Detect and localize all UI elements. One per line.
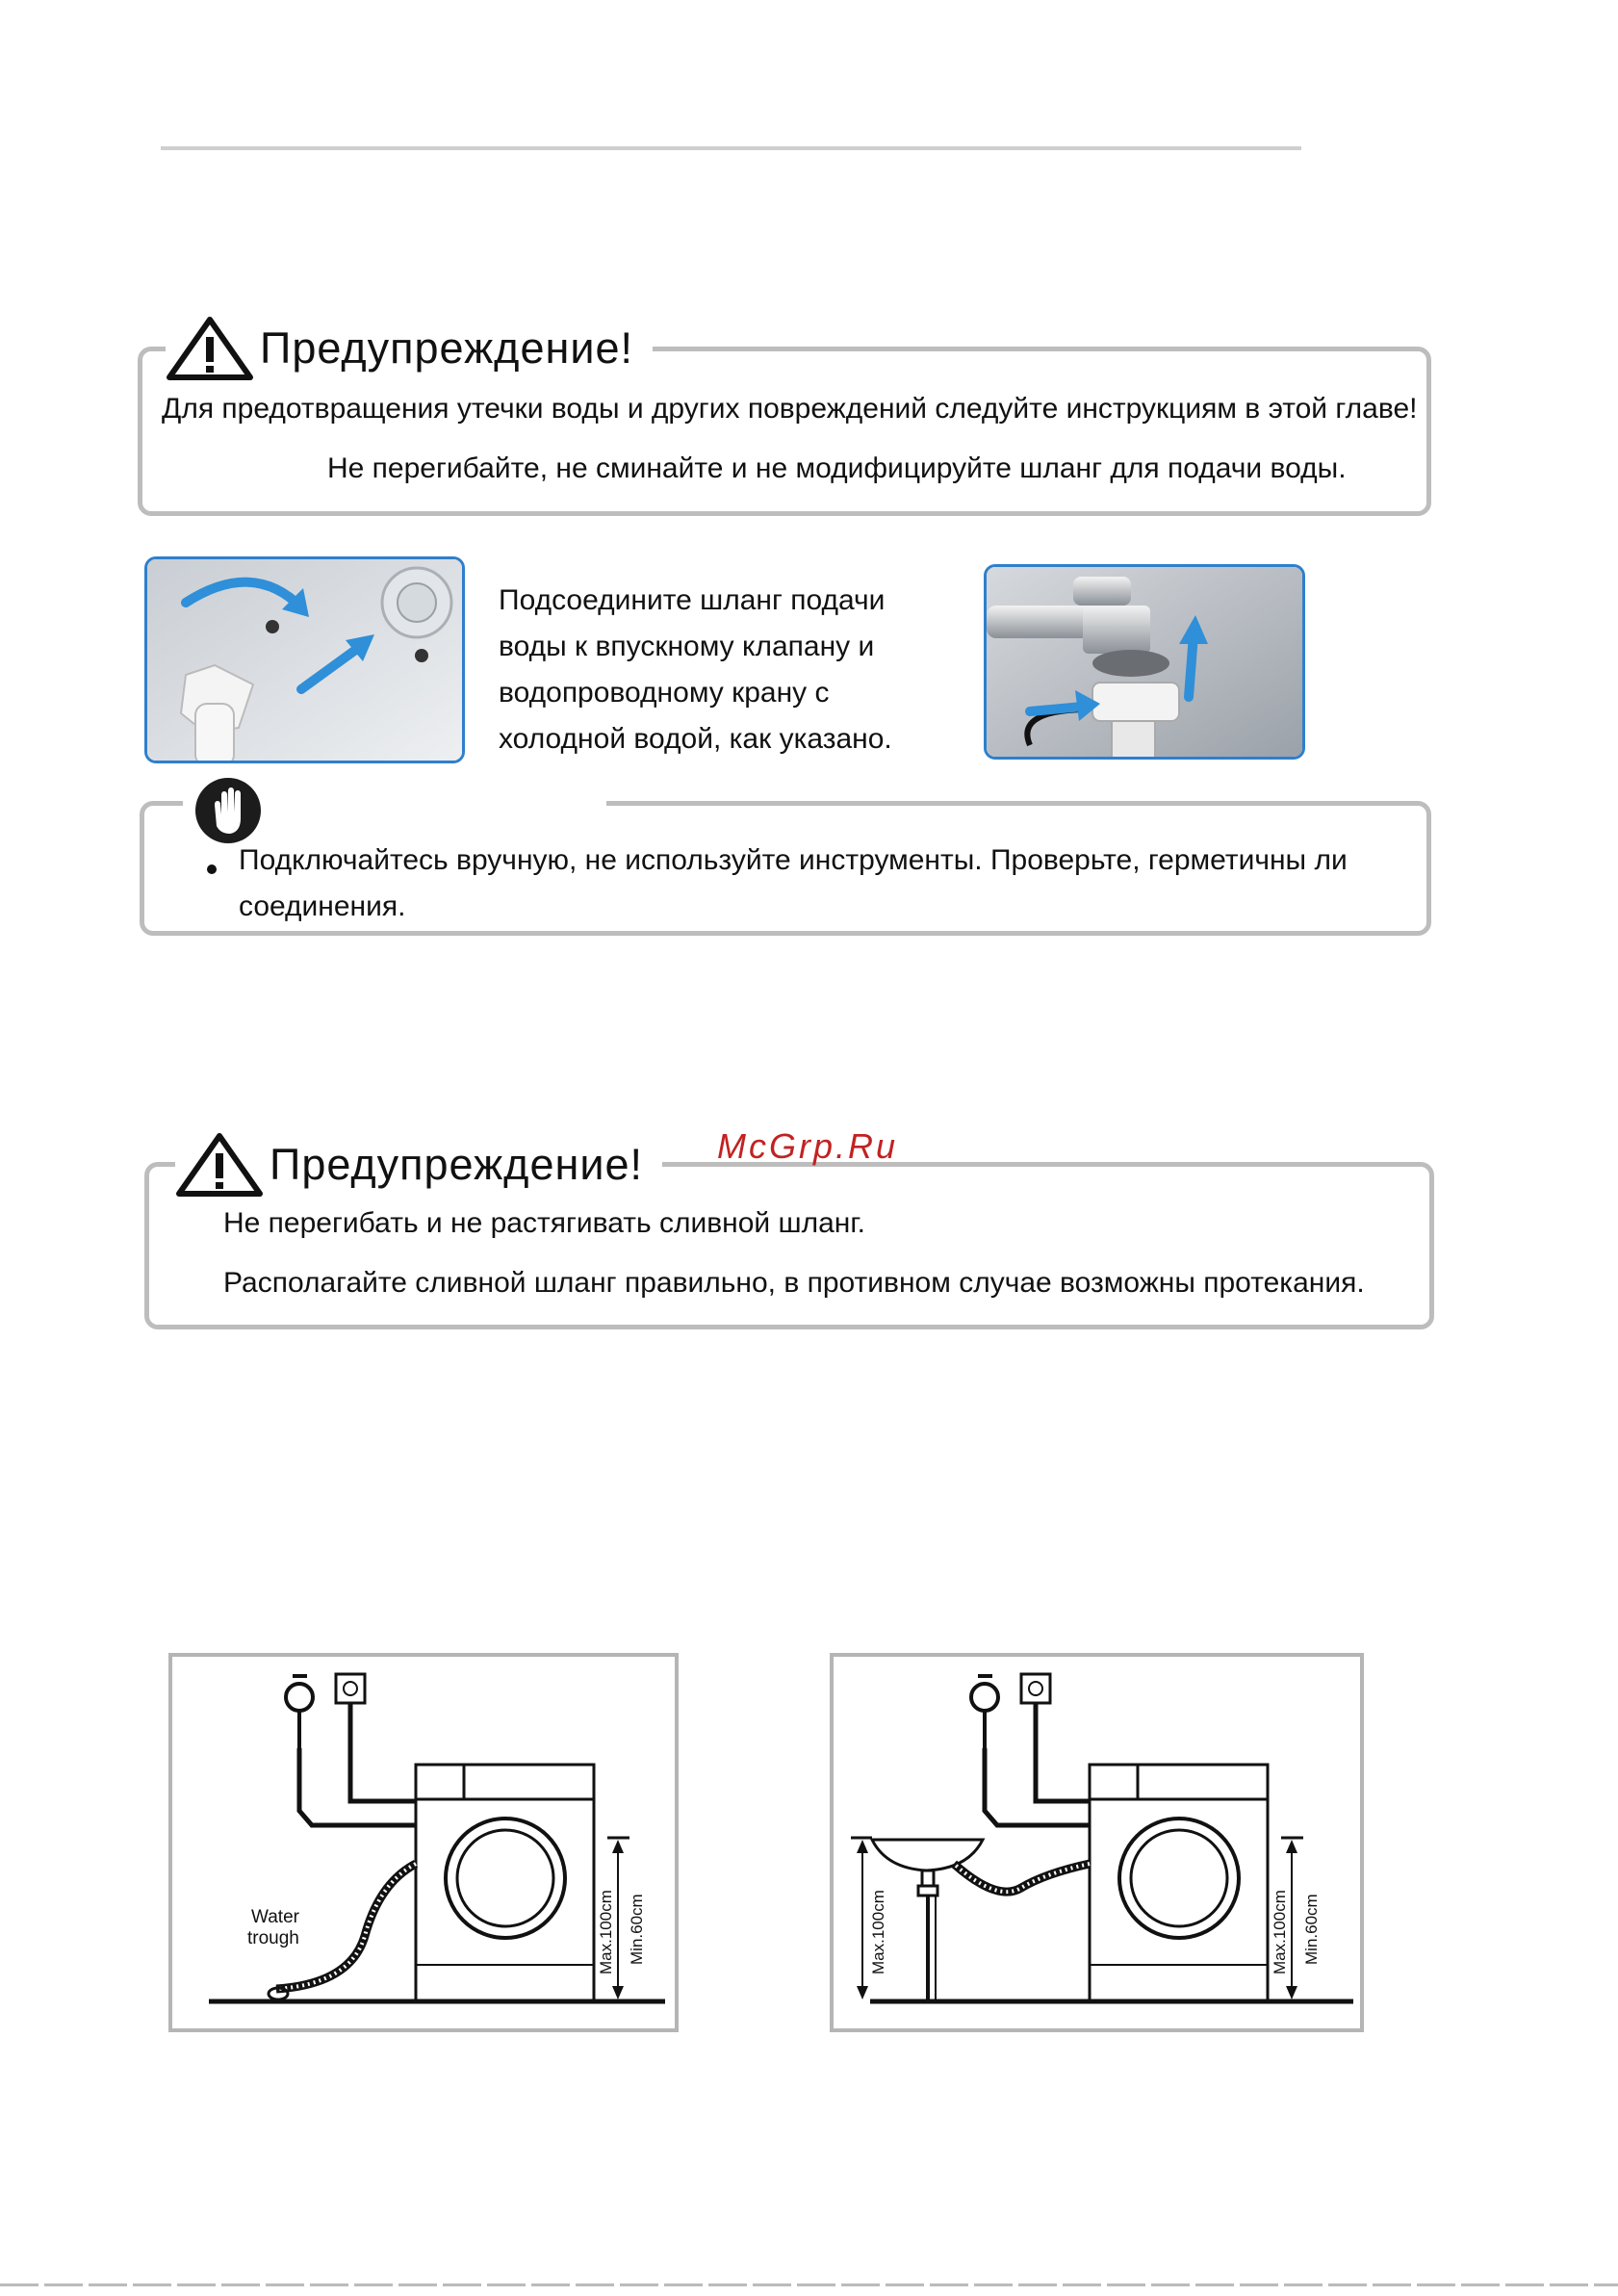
- watermark: McGrp.Ru: [717, 1126, 899, 1166]
- warning-line-1: Не перегибать и не растягивать сливной шланг.: [223, 1207, 865, 1239]
- footer-rule: [0, 2283, 1618, 2286]
- min-height-label: Min.60cm: [1302, 1894, 1321, 1965]
- warning-header-inlet: [166, 316, 653, 381]
- warning-triangle-icon: [166, 316, 254, 381]
- connect-instruction-text: Подсоедините шланг подачи воды к впускному клапану и водопроводному крану с холодной водой, как указано.: [499, 584, 892, 755]
- drain-diagram-trough: [168, 1653, 679, 2032]
- note-line-2: соединения.: [239, 890, 406, 922]
- note-line-1: Подключайтесь вручную, не используйте инструменты. Проверьте, герметичны ли: [239, 844, 1348, 876]
- warning-title: Предупреждение!: [260, 323, 633, 373]
- inlet-valve-photo: [144, 556, 465, 763]
- warning-line-2: Располагайте сливной шланг правильно, в противном случае возможны протекания.: [223, 1267, 1365, 1299]
- trough-label-1: Water: [251, 1907, 299, 1927]
- warning-header-drain: [175, 1132, 662, 1198]
- note-bullet: [207, 864, 217, 874]
- warning-line-2: Не перегибайте, не сминайте и не модифицируйте шланг для подачи воды.: [327, 452, 1347, 484]
- max-height-label: Max.100cm: [1271, 1890, 1289, 1974]
- sink-max-height-label: Max.100cm: [869, 1890, 887, 1974]
- warning-title: Предупреждение!: [270, 1140, 643, 1189]
- trough-label-2: trough: [247, 1928, 299, 1948]
- drain-diagram-sink: [830, 1653, 1364, 2032]
- tap-connection-photo: [984, 564, 1305, 760]
- stop-hand-icon: [195, 778, 261, 843]
- warning-triangle-icon: [175, 1132, 264, 1198]
- min-height-label: Min.60cm: [628, 1894, 646, 1965]
- warning-line-1: Для предотвращения утечки воды и других повреждений следуйте инструкциям в этой главе!: [162, 393, 1418, 425]
- max-height-label: Max.100cm: [597, 1890, 615, 1974]
- top-rule: [161, 146, 1301, 150]
